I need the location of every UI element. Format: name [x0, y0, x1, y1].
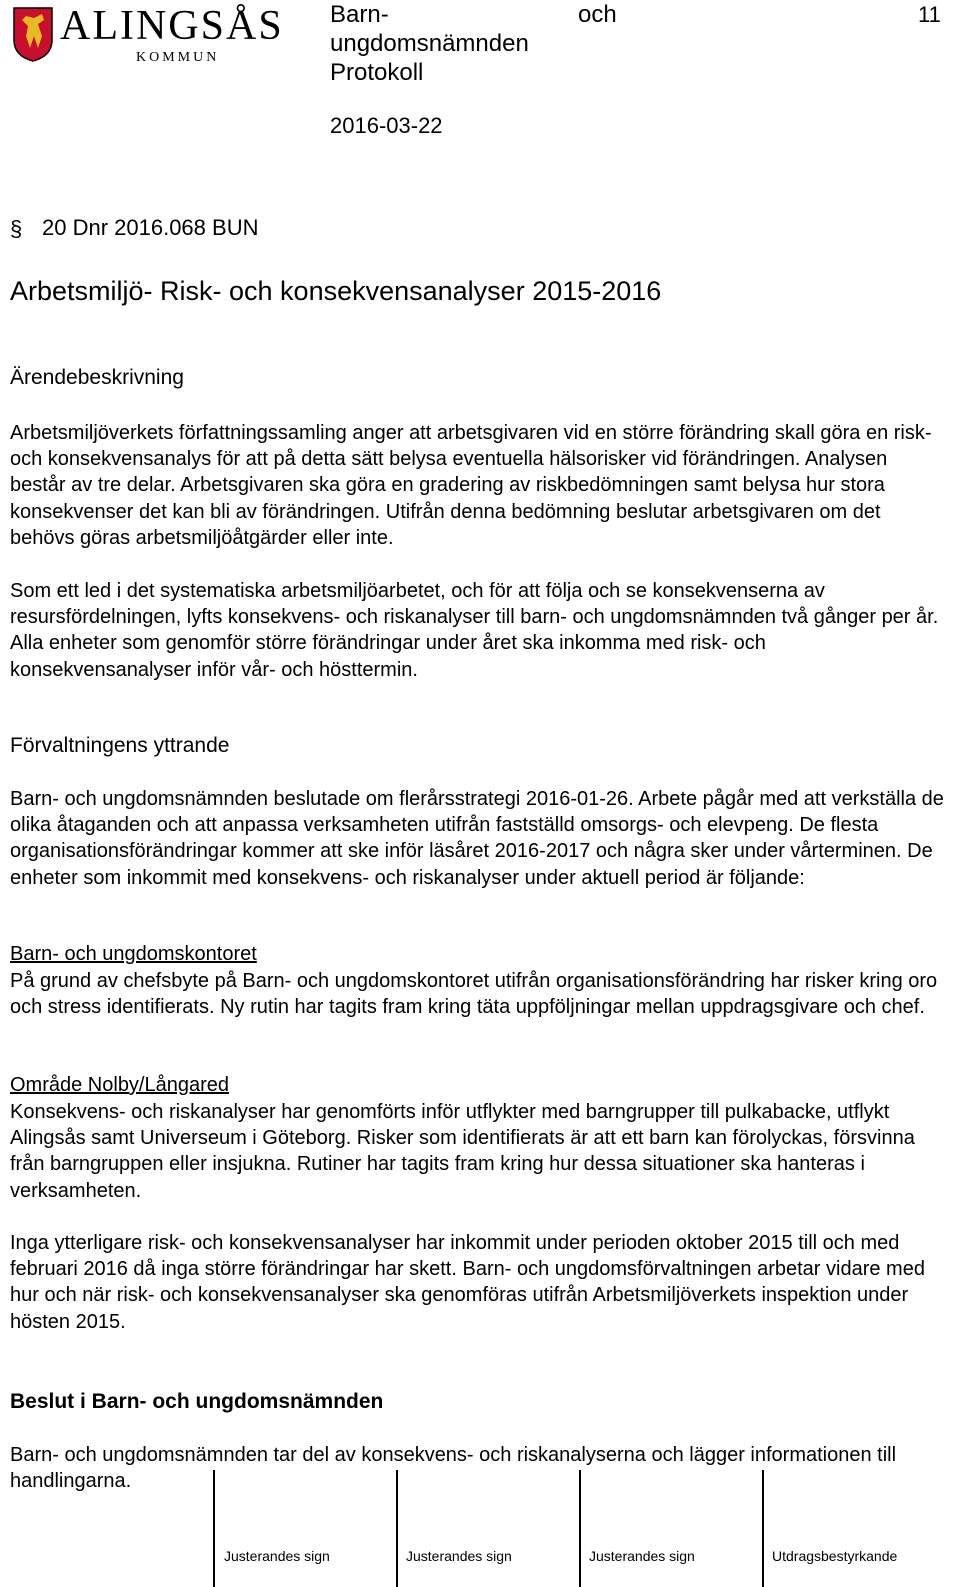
title-line-2: ungdomsnämnden — [330, 30, 529, 57]
signature-label-1: Justerandes sign — [224, 1548, 330, 1564]
logo-kommun: KOMMUN — [136, 50, 220, 65]
yttrande-paragraph-1: Barn- och ungdomsnämnden beslutade om flerårsstrategi 2016-01-26. Arbete pågår med att verkställa de olika åtaganden och att anpassa verksamheten utifrån fastställd omsorgs- och elevpeng. De flesta organisationsförändringar kommer att ske inför läsåret 2016-2017 och några sker under vårterminen. De enheter som inkommit med konsekvens- och riskanalyser under aktuell period är följande: — [10, 788, 944, 889]
case-title: Arbetsmiljö- Risk- och konsekvensanalyser 2015-2016 — [10, 276, 662, 306]
signature-divider-2 — [396, 1470, 398, 1587]
arendebeskrivning-paragraph-2: Som ett led i det systematiska arbetsmiljöarbetet, och för att följa och se konsekvenserna av resursfördelningen, lyfts konsekvens- och riskanalyser till barn- och ungdomsnämnden två gånger per år. Alla enheter som genomför större förändringar under året ska inkomma med risk- och konsekvensanalyser inför vår- och hösttermin. — [10, 580, 939, 681]
subheading-omrade-nolby-langared: Område Nolby/Långared — [10, 1074, 230, 1096]
signature-divider-4 — [762, 1470, 764, 1587]
heading-arendebeskrivning: Ärendebeskrivning — [10, 366, 184, 389]
case-number: 20 Dnr 2016.068 BUN — [42, 215, 259, 240]
yttrande-paragraph-last: Inga ytterligare risk- och konsekvensanalyser har inkommit under perioden oktober 2015 till och med februari 2016 då inga större förändringar har skett. Barn- och ungdomsförvaltningen arbetar vidare med hur och när risk- och konsekvensanalyser ska genomföras utifrån Arbetsmiljöverkets inspektion under hösten 2015. — [10, 1232, 925, 1333]
title-och: och — [578, 1, 617, 28]
logo-name: ALINGSÅS — [60, 3, 284, 49]
signature-label-2: Justerandes sign — [406, 1548, 512, 1564]
paragraph-sign: § — [10, 216, 23, 241]
alingsas-logo — [8, 4, 308, 68]
heading-forvaltningens-yttrande: Förvaltningens yttrande — [10, 734, 230, 757]
coat-of-arms-icon — [12, 6, 54, 62]
subheading-barn-och-ungdomskontoret: Barn- och ungdomskontoret — [10, 943, 257, 965]
title-line-1: Barn- — [330, 1, 389, 28]
title-line-3: Protokoll — [330, 59, 424, 86]
signature-divider-1 — [213, 1470, 215, 1587]
barn-och-ungdomskontoret-text: På grund av chefsbyte på Barn- och ungdomskontoret utifrån organisationsförändring har risker kring oro och stress identifierats. Ny rutin har tagits fram kring täta uppföljningar mellan uppdragsgivare och chef. — [10, 970, 938, 1019]
omrade-nolby-langared-text: Konsekvens- och riskanalyser har genomförts inför utflykter med barngrupper till pulkabacke, utflykt Alingsås samt Universeum i Göteborg. Risker som identifierats är att ett barn kan förolyckas, försvinna från barngruppen eller insjukna. Rutiner har tagits fram kring hur dessa situationer ska hanteras i verksamheten. — [10, 1101, 915, 1202]
signature-label-3: Justerandes sign — [589, 1548, 695, 1564]
page-number: 11 — [918, 2, 941, 27]
signature-divider-3 — [579, 1470, 581, 1587]
heading-beslut: Beslut i Barn- och ungdomsnämnden — [10, 1390, 384, 1413]
signature-label-4: Utdragsbestyrkande — [772, 1548, 898, 1564]
beslut-text: Barn- och ungdomsnämnden tar del av konsekvens- och riskanalyserna och lägger informationen till handlingarna. — [10, 1444, 897, 1493]
document-title — [330, 0, 529, 87]
arendebeskrivning-paragraph-1: Arbetsmiljöverkets författningssamling anger att arbetsgivaren vid en större förändring skall göra en risk- och konsekvensanalys för att på detta sätt belysa eventuella hälsorisker vid förändringen. Analysen består av tre delar. Arbetsgivaren ska göra en gradering av riskbedömningen samt belysa hur stora konsekvenser det kan bli av förändringen. Utifrån denna bedömning beslutar arbetsgivaren om det behövs göras arbetsmiljöåtgärder eller inte. — [10, 422, 932, 549]
meeting-date: 2016-03-22 — [330, 113, 443, 138]
